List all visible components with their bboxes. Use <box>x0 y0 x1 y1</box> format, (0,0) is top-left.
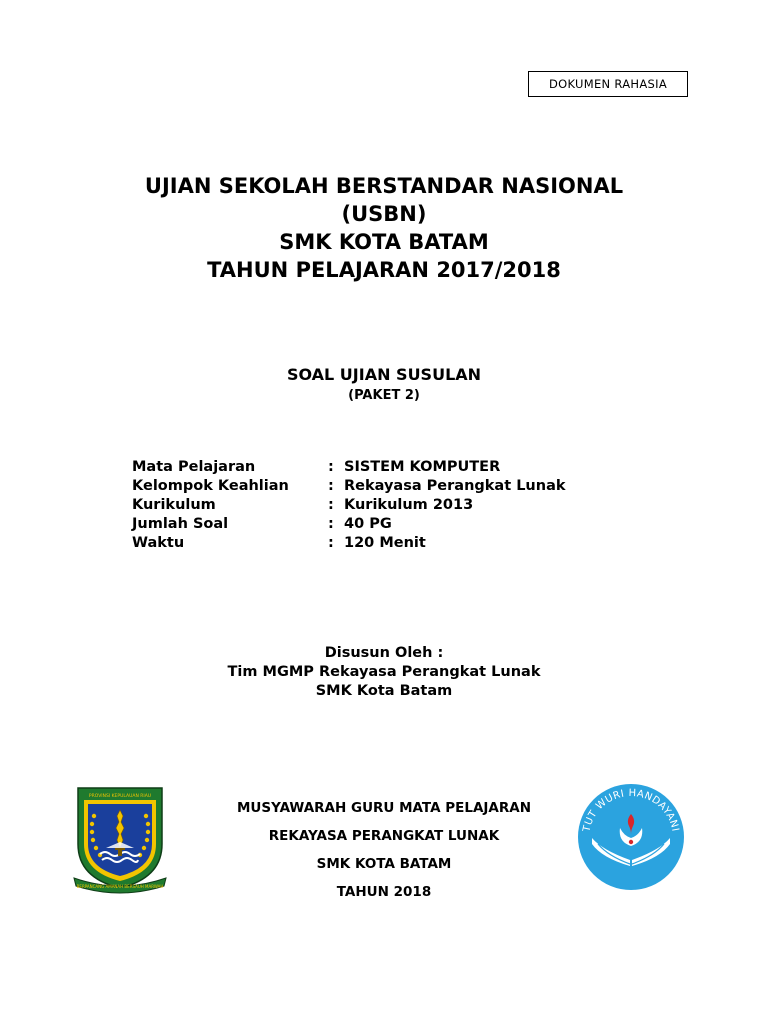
info-colon: : <box>328 478 334 494</box>
main-title <box>0 172 768 284</box>
subtitle-paket: (PAKET 2) <box>348 388 420 403</box>
footer-line-4: TAHUN 2018 <box>336 884 432 900</box>
info-row-expertise <box>132 477 566 496</box>
info-colon: : <box>328 535 334 551</box>
author-line-2: Tim MGMP Rekayasa Perangkat Lunak <box>227 664 541 680</box>
exam-subtitle <box>0 364 768 406</box>
info-row-curriculum <box>132 496 566 515</box>
info-label: Waktu <box>132 535 185 551</box>
info-value: Kurikulum 2013 <box>344 497 474 513</box>
info-label: Mata Pelajaran <box>132 459 256 475</box>
svg-text:PROVINSI KEPULAUAN RIAU: PROVINSI KEPULAUAN RIAU <box>88 794 152 799</box>
footer-line-1: MUSYAWARAH GURU MATA PELAJARAN <box>236 800 532 816</box>
info-value: 40 PG <box>344 516 392 532</box>
title-line-4: TAHUN PELAJARAN 2017/2018 <box>207 258 561 282</box>
info-colon: : <box>328 459 334 475</box>
tut-wuri-handayani-icon <box>572 780 690 890</box>
exam-info-table <box>132 458 566 553</box>
author-line-3: SMK Kota Batam <box>315 683 453 699</box>
title-line-1: UJIAN SEKOLAH BERSTANDAR NASIONAL <box>144 174 624 198</box>
info-row-question-count <box>132 515 566 534</box>
footer-organization <box>200 794 568 906</box>
title-line-3: SMK KOTA BATAM <box>279 230 489 254</box>
info-value: 120 Menit <box>344 535 426 551</box>
info-value: SISTEM KOMPUTER <box>344 459 501 475</box>
title-line-2: (USBN) <box>341 202 427 226</box>
info-colon: : <box>328 516 334 532</box>
info-colon: : <box>328 497 334 513</box>
info-row-subject <box>132 458 566 477</box>
info-label: Kurikulum <box>132 497 216 513</box>
subtitle-main: SOAL UJIAN SUSULAN <box>286 365 482 384</box>
tut-wuri-graphic <box>572 780 690 890</box>
tut-wuri-text: TUT WURI HANDAYANI <box>581 787 681 833</box>
footer-line-3: SMK KOTA BATAM <box>316 856 452 872</box>
document-classification-badge <box>528 71 688 97</box>
info-row-time <box>132 534 566 553</box>
author-line-1: Disusun Oleh : <box>324 645 444 661</box>
info-label: Jumlah Soal <box>132 516 229 532</box>
info-value: Rekayasa Perangkat Lunak <box>344 478 566 494</box>
kepri-emblem-graphic <box>72 782 168 894</box>
footer-line-2: REKAYASA PERANGKAT LUNAK <box>268 828 500 844</box>
svg-text:BERPANCANG AMANAH BERSAUH MARW: BERPANCANG AMANAH BERSAUH MARWAH <box>76 884 164 889</box>
info-label: Kelompok Keahlian <box>132 478 289 494</box>
author-credit <box>0 644 768 701</box>
kepri-province-emblem-icon <box>72 782 168 894</box>
badge-label: DOKUMEN RAHASIA <box>549 77 667 91</box>
